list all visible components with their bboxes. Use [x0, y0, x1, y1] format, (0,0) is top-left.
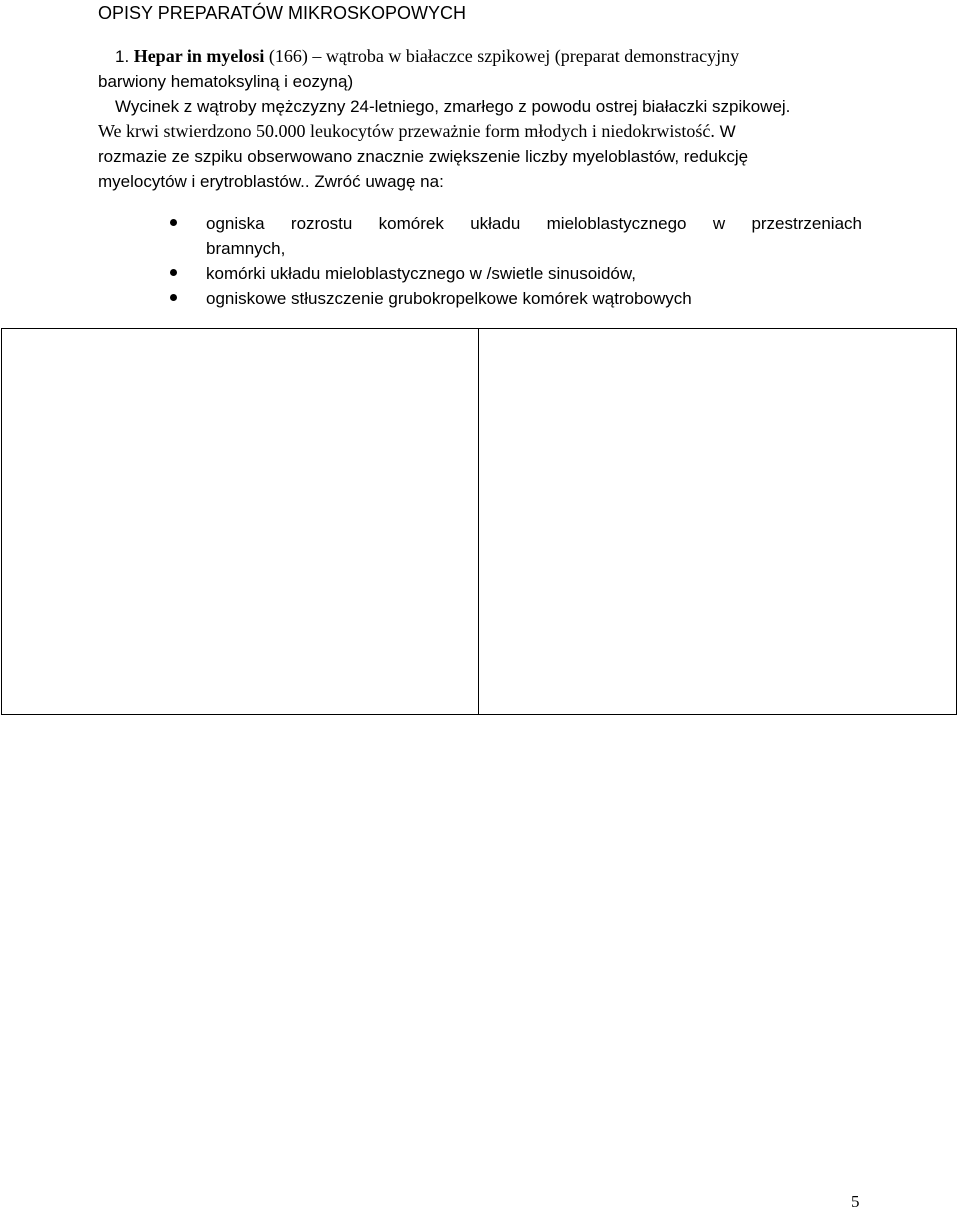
- bullet-icon: [170, 294, 177, 301]
- preparation-description: [98, 44, 840, 194]
- bullet-icon: [170, 269, 177, 276]
- preparation-number: 1.: [115, 47, 130, 66]
- bullet-icon: [170, 219, 177, 226]
- preparation-stain: barwiony hematoksyliną i eozyną): [98, 72, 354, 91]
- preparation-latin-name: Hepar in myelosi: [133, 46, 265, 66]
- list-item: [170, 211, 862, 261]
- frame-divider: [478, 329, 479, 714]
- preparation-title-rest: (166) – wątroba w białaczce szpikowej (preparat demonstracyjny: [264, 46, 740, 66]
- marrow-findings: rozmazie ze szpiku obserwowano znacznie zwiększenie liczby myeloblastów, redukcję: [98, 147, 749, 166]
- blood-findings: We krwi stwierdzono 50.000 leukocytów przeważnie form młodych i niedokrwistość.: [98, 121, 715, 141]
- attention-prompt: myelocytów i erytroblastów.. Zwróć uwagę na:: [98, 172, 444, 191]
- observation-list: [170, 211, 862, 311]
- page-number: 5: [851, 1192, 860, 1211]
- list-item: [170, 261, 862, 286]
- drawing-frames: [1, 328, 957, 715]
- case-description: Wycinek z wątroby mężczyzny 24-letniego, zmarłego z powodu ostrej białaczki szpikowej.: [115, 97, 791, 116]
- list-item-text: ogniska rozrostu komórek układu mieloblastycznego w przestrzeniach: [206, 214, 862, 233]
- list-item-text-continued: bramnych,: [206, 239, 286, 258]
- blood-findings-tail: W: [714, 122, 736, 141]
- list-item-text: ogniskowe stłuszczenie grubokropelkowe komórek wątrobowych: [206, 289, 692, 308]
- section-title: OPISY PREPARATÓW MIKROSKOPOWYCH: [98, 3, 467, 23]
- preparation-title-line: [98, 44, 840, 69]
- list-item-text: komórki układu mieloblastycznego w /swietle sinusoidów,: [206, 264, 636, 283]
- blood-findings-line: [98, 119, 840, 144]
- list-item: [170, 286, 862, 311]
